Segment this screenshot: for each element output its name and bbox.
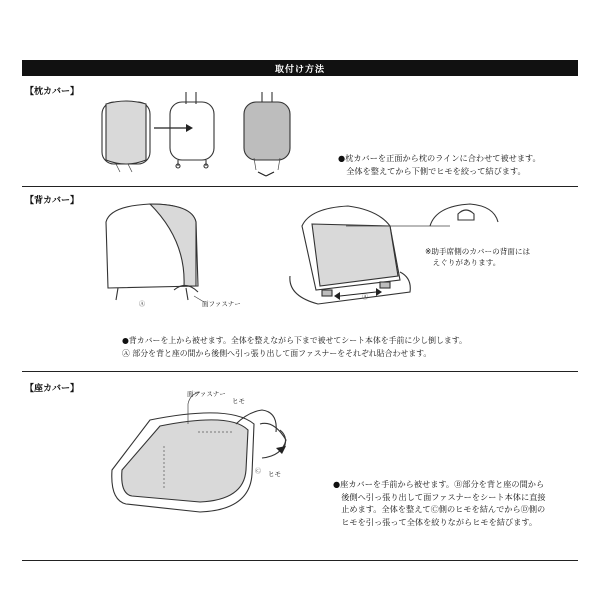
back-illustration-1: [106, 204, 204, 302]
seat-label-c: Ⓒ: [255, 468, 262, 475]
back-label-fastener: 面ファスナー: [202, 300, 241, 308]
seat-instructions: ●座カバーを手前から被せます。Ⓑ部分を背と座の間から 後側へ引っ張り出して面ファスナーをシート本体に直接 止めます。全体を整えてⒸ側のヒモを結んでからⒹ側の ヒモを引っ張って全体を絞りながらヒモを結びます。: [333, 479, 546, 527]
pillow-instructions: ●枕カバーを正面から枕のラインに合わせて被せます。 全体を整えてから下側でヒモを絞って結びます。: [338, 153, 541, 176]
back-illustration-3: [430, 204, 498, 226]
back-instructions: ●背カバーを上から被せます。全体を整えながら下まで被せてシート本体を手前に少し倒します。 Ⓐ 部分を背と座の間から後側へ引っ張り出して面ファスナーをそれぞれ貼合わせます。: [122, 336, 467, 358]
seat-label-himo-top: ヒモ: [232, 397, 245, 405]
pillow-illustration-3: [244, 92, 290, 176]
seat-illustration: [112, 392, 286, 512]
seat-label-himo-right: ヒモ: [268, 470, 281, 478]
back-illustration-2: [290, 206, 450, 304]
back-label-a2: Ⓐ: [362, 294, 369, 301]
page-title: 取付け方法: [274, 64, 325, 75]
back-label-a: Ⓐ: [139, 301, 146, 308]
section-title-back: 【背カバー】: [25, 196, 80, 206]
back-side-note: ※助手席側のカバーの背面には えぐりがあります。: [425, 247, 531, 267]
section-title-pillow: 【枕カバー】: [25, 87, 80, 97]
pillow-illustration-2: [170, 92, 214, 168]
pillow-illustration-1: [102, 101, 150, 172]
seat-label-fastener: 面ファスナー: [187, 390, 226, 398]
arrow-icon: [154, 124, 193, 132]
section-title-seat: 【座カバー】: [25, 384, 80, 394]
